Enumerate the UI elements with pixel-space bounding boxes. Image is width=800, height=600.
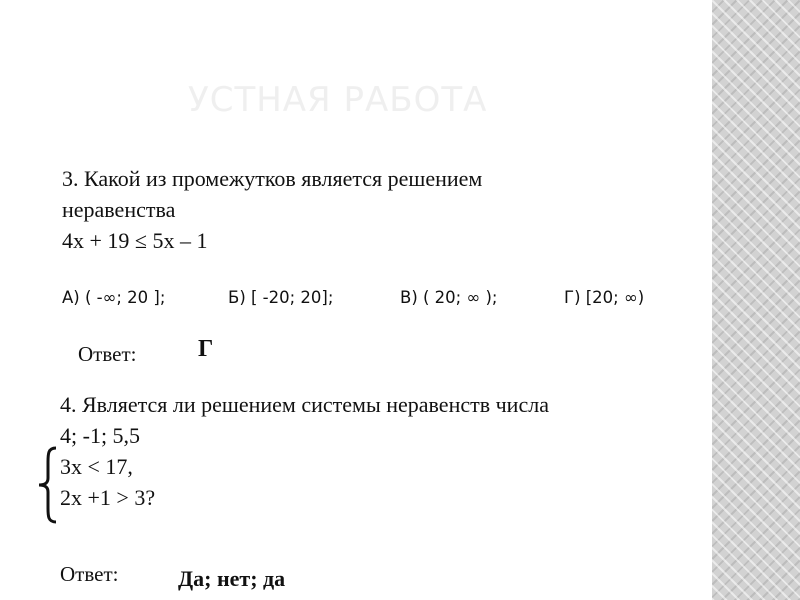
option-b: Б) [ -20; 20]; <box>228 288 334 307</box>
system-inequality-1: 3х < 17, <box>60 454 133 479</box>
system-brace-icon <box>36 446 60 524</box>
option-a: А) ( -∞; 20 ]; <box>62 288 166 307</box>
question-3-inequality: 4х + 19 ≤ 5х – 1 <box>62 228 208 253</box>
decorative-side-panel <box>712 0 800 600</box>
option-g: Г) [20; ∞) <box>564 288 645 307</box>
answer-4-value: Да; нет; да <box>178 566 286 591</box>
answer-3-value: Г <box>198 336 214 362</box>
question-4-numbers: 4; -1; 5,5 <box>60 423 141 448</box>
answer-3-label: Ответ: <box>78 342 137 366</box>
question-3-text-line-1: 3. Какой из промежутков является решением <box>62 166 483 191</box>
option-v: В) ( 20; ∞ ); <box>400 288 498 307</box>
slide-title: УСТНАЯ РАБОТА <box>188 80 488 120</box>
system-inequality-2: 2х +1 > 3? <box>60 485 156 510</box>
answer-4-label: Ответ: <box>60 562 119 586</box>
question-4-text-line-1: 4. Является ли решением системы неравенств числа <box>60 392 549 417</box>
question-3-text-line-2: неравенства <box>62 197 176 222</box>
